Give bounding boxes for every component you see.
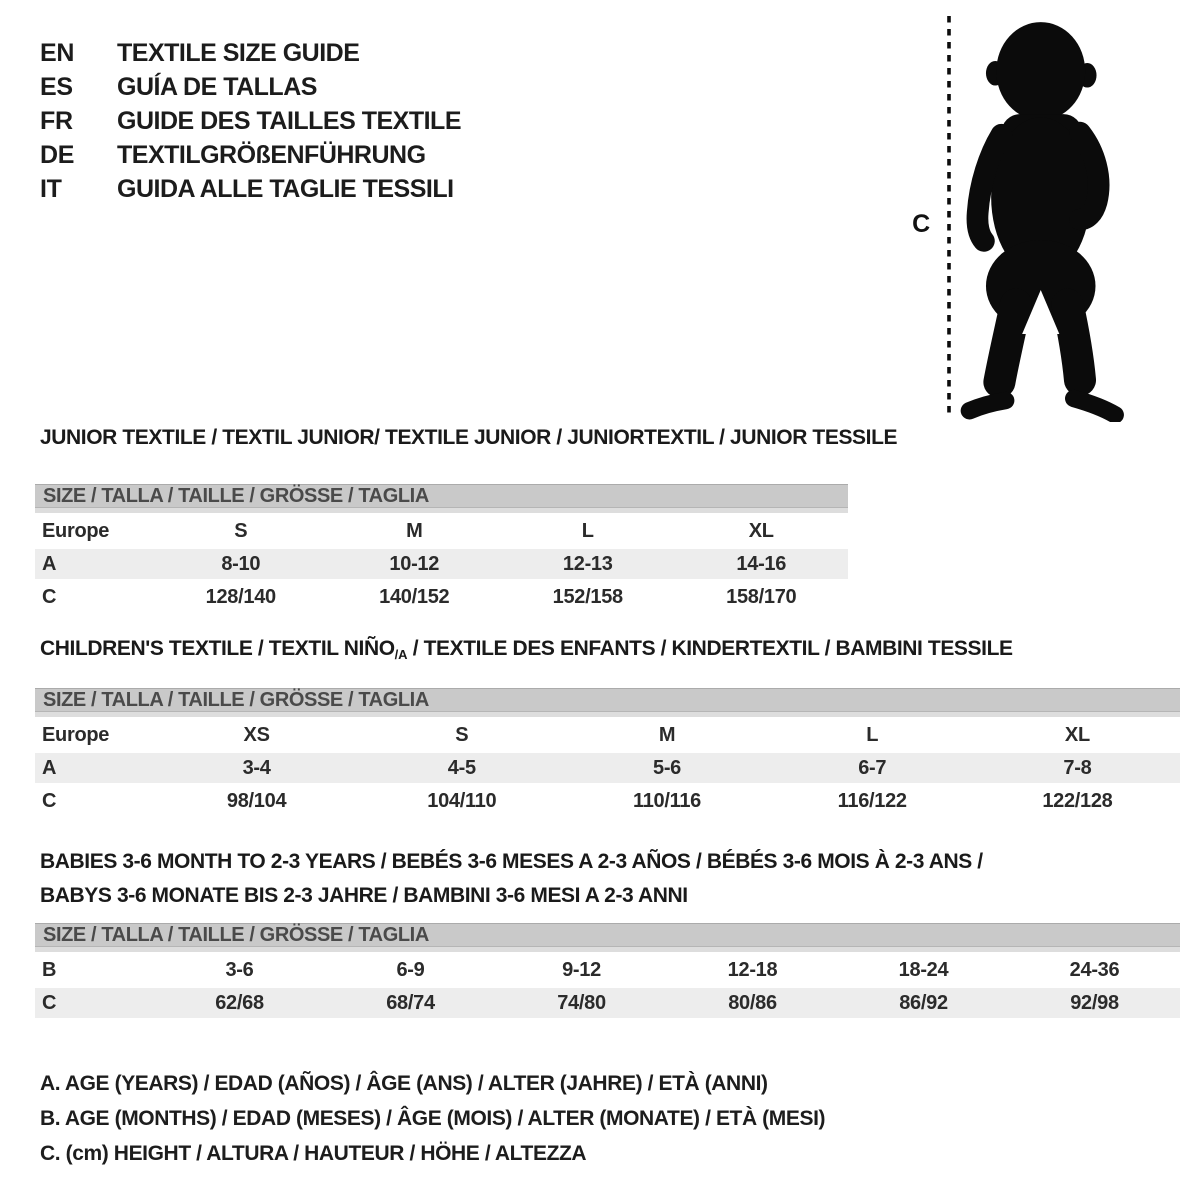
size-cell: M <box>658 723 676 746</box>
row-label: C <box>42 991 57 1014</box>
height-cell: 110/116 <box>633 789 701 812</box>
age-cell: 14-16 <box>736 552 787 575</box>
size-header-strip <box>35 712 1180 717</box>
height-cell: 80/86 <box>728 991 777 1014</box>
table-row-height-cm <box>35 582 848 612</box>
language-code: IT <box>40 174 62 203</box>
language-row-de <box>40 138 461 172</box>
language-code: EN <box>40 38 75 67</box>
language-title: TEXTILGRÖßENFÜHRUNG <box>117 140 426 169</box>
language-row-es <box>40 70 461 104</box>
age-cell: 5-6 <box>653 756 682 779</box>
row-label: A <box>42 756 57 779</box>
age-cell: 24-36 <box>1069 958 1120 981</box>
row-label: Europe <box>42 519 110 542</box>
language-row-fr <box>40 104 461 138</box>
table-row-europe <box>35 516 848 546</box>
height-cell: 62/68 <box>215 991 264 1014</box>
section-title-babies-line2: BABYS 3-6 MONATE BIS 2-3 JAHRE / BAMBINI 3-6 MESI A 2-3 ANNI <box>40 884 688 907</box>
row-label: B <box>42 958 57 981</box>
age-cell: 3-4 <box>242 756 271 779</box>
height-cell: 140/152 <box>379 585 450 608</box>
height-cell: 122/128 <box>1042 789 1113 812</box>
height-cell: 116/122 <box>837 789 907 812</box>
size-cell: XL <box>748 519 774 542</box>
age-cell: 10-12 <box>389 552 440 575</box>
height-cell: 98/104 <box>226 789 287 812</box>
legend-age-years: A. AGE (YEARS) / EDAD (AÑOS) / ÂGE (ANS) / ALTER (JAHRE) / ETÀ (ANNI) <box>40 1071 768 1095</box>
height-cell: 128/140 <box>205 585 276 608</box>
age-cell: 3-6 <box>225 958 254 981</box>
row-label: C <box>42 585 57 608</box>
size-cell: M <box>406 519 423 542</box>
age-cell: 8-10 <box>221 552 261 575</box>
row-label: C <box>42 789 57 812</box>
language-title: TEXTILE SIZE GUIDE <box>117 38 360 67</box>
height-cell: 92/98 <box>1070 991 1119 1014</box>
size-header-band: SIZE / TALLA / TAILLE / GRÖSSE / TAGLIA <box>35 923 1180 947</box>
language-code: ES <box>40 72 73 101</box>
junior-size-table <box>35 484 848 612</box>
legend-height-cm: C. (cm) HEIGHT / ALTURA / HAUTEUR / HÖHE / ALTEZZA <box>40 1141 587 1165</box>
section-title-children <box>40 637 1013 662</box>
age-cell: 6-7 <box>858 756 887 779</box>
size-cell: XL <box>1064 723 1090 746</box>
row-label: A <box>42 552 57 575</box>
height-cell: 74/80 <box>557 991 606 1014</box>
height-cell: 68/74 <box>386 991 435 1014</box>
language-code: DE <box>40 140 75 169</box>
children-size-table <box>35 688 1180 816</box>
legend-block <box>40 1066 825 1171</box>
size-cell: L <box>866 723 879 746</box>
size-cell: S <box>234 519 248 542</box>
table-row-height-cm <box>35 988 1180 1018</box>
size-header-band: SIZE / TALLA / TAILLE / GRÖSSE / TAGLIA <box>35 484 848 508</box>
language-title: GUÍA DE TALLAS <box>117 72 317 101</box>
table-row-age-months <box>35 955 1180 985</box>
age-cell: 12-18 <box>727 958 778 981</box>
section-title-babies-line1: BABIES 3-6 MONTH TO 2-3 YEARS / BEBÉS 3-6 MESES A 2-3 AÑOS / BÉBÉS 3-6 MOIS À 2-3 ANS / <box>40 850 983 873</box>
language-title: GUIDE DES TAILLES TEXTILE <box>117 106 462 135</box>
height-cell: 158/170 <box>726 585 797 608</box>
row-label: Europe <box>42 723 110 746</box>
section-title-children-post: / TEXTILE DES ENFANTS / KINDERTEXTIL / BAMBINI TESSILE <box>407 637 1013 660</box>
age-cell: 12-13 <box>562 552 613 575</box>
section-title-babies <box>40 845 983 913</box>
section-title-junior: JUNIOR TEXTILE / TEXTIL JUNIOR/ TEXTILE JUNIOR / JUNIORTEXTIL / JUNIOR TESSILE <box>40 426 898 449</box>
age-cell: 7-8 <box>1063 756 1092 779</box>
language-code: FR <box>40 106 73 135</box>
legend-age-months: B. AGE (MONTHS) / EDAD (MESES) / ÂGE (MOIS) / ALTER (MONATE) / ETÀ (MESI) <box>40 1106 826 1130</box>
age-cell: 9-12 <box>562 958 601 981</box>
section-title-children-pre: CHILDREN'S TEXTILE / TEXTIL NIÑO <box>40 637 395 660</box>
size-cell: S <box>455 723 469 746</box>
height-cell: 104/110 <box>427 789 497 812</box>
table-row-europe <box>35 720 1180 750</box>
language-row-it <box>40 172 461 206</box>
language-title-block <box>40 36 461 206</box>
height-cell: 152/158 <box>552 585 623 608</box>
age-cell: 4-5 <box>447 756 476 779</box>
size-header-band: SIZE / TALLA / TAILLE / GRÖSSE / TAGLIA <box>35 688 1180 712</box>
section-title-children-sub: /A <box>394 647 408 662</box>
height-measure-label: C <box>912 210 930 238</box>
height-measure-dashed-line <box>945 14 953 418</box>
toddler-silhouette-icon <box>956 18 1142 422</box>
age-cell: 6-9 <box>396 958 425 981</box>
size-header-strip <box>35 947 1180 952</box>
table-row-height-cm <box>35 786 1180 816</box>
babies-size-table <box>35 923 1180 1018</box>
size-cell: L <box>581 519 594 542</box>
height-cell: 86/92 <box>899 991 948 1014</box>
language-row-en <box>40 36 461 70</box>
language-title: GUIDA ALLE TAGLIE TESSILI <box>117 174 454 203</box>
table-row-age-years <box>35 753 1180 783</box>
age-cell: 18-24 <box>898 958 949 981</box>
size-cell: XS <box>243 723 270 746</box>
size-header-strip <box>35 508 848 513</box>
table-row-age-years <box>35 549 848 579</box>
